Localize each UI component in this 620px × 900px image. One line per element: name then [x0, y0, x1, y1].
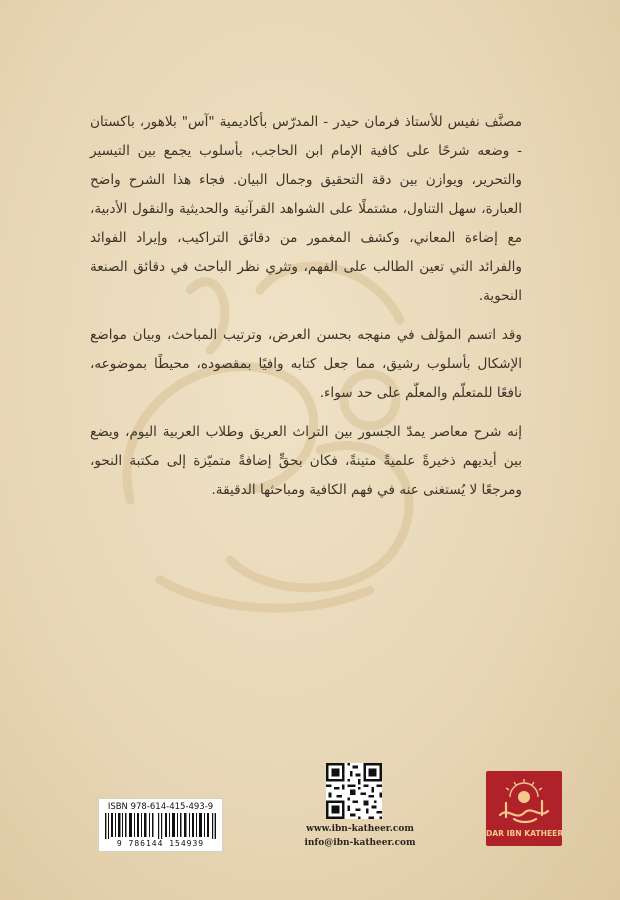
publisher-email: info@ibn-katheer.com: [304, 838, 416, 848]
isbn-barcode: [98, 798, 223, 852]
description-paragraph: إنه شرح معاصر يمدّ الجسور بين التراث العريق وطلاب العربية اليوم، ويضع بين أيديهم ذخيرةً علميةً متينةً، فكان بحقٍّ إضافةً متميّزة إلى مكتبة النحو، ومرجعًا لا يُستغنى عنه في فهم الكافية ومباحثها الدقيقة.: [90, 424, 522, 498]
description-paragraph: وقد اتسم المؤلف في منهجه بحسن العرض، وترتيب المباحث، وبيان مواضع الإشكال بأسلوب رشيق، مما جعل كتابه وافيًا بمقصوده، محيطًا بموضوعه، نافعًا للمتعلّم والمعلّم على حد سواء.: [90, 327, 522, 401]
publisher-name: DAR IBN KATHEER: [486, 829, 564, 838]
barcode-number: 9 786144 154939: [116, 839, 205, 848]
publisher-website: www.ibn-katheer.com: [306, 824, 414, 834]
description-text: [90, 108, 522, 505]
barcode-icon: [105, 813, 216, 839]
qr-code-icon: [326, 763, 382, 819]
isbn-label: ISBN 978-614-415-493-9: [107, 802, 214, 812]
publisher-logo-icon: [494, 777, 554, 825]
publisher-logo: [486, 771, 562, 846]
description-paragraph: مصنَّف نفيس للأستاذ فرمان حيدر - المدرّس بأكاديمية "آس" بلاهور، باكستان - وضعه شرحًا على كافية الإمام ابن الحاجب، بأسلوب يجمع بين التيسير والتحرير، ويوازن بين دقة التحقيق وجمال البيان. فجاء هذا الشرح واضح العبارة، سهل التناول، مشتملًا على الشواهد القرآنية والحديثية والنقول الأدبية، مع إضاءة المعاني، وكشف المغمور من دقائق التراكيب، وإيراد الفوائد والفرائد التي تعين الطالب على الفهم، وتثري نظر الباحث في دقائق الصنعة النحوية.: [90, 114, 522, 304]
